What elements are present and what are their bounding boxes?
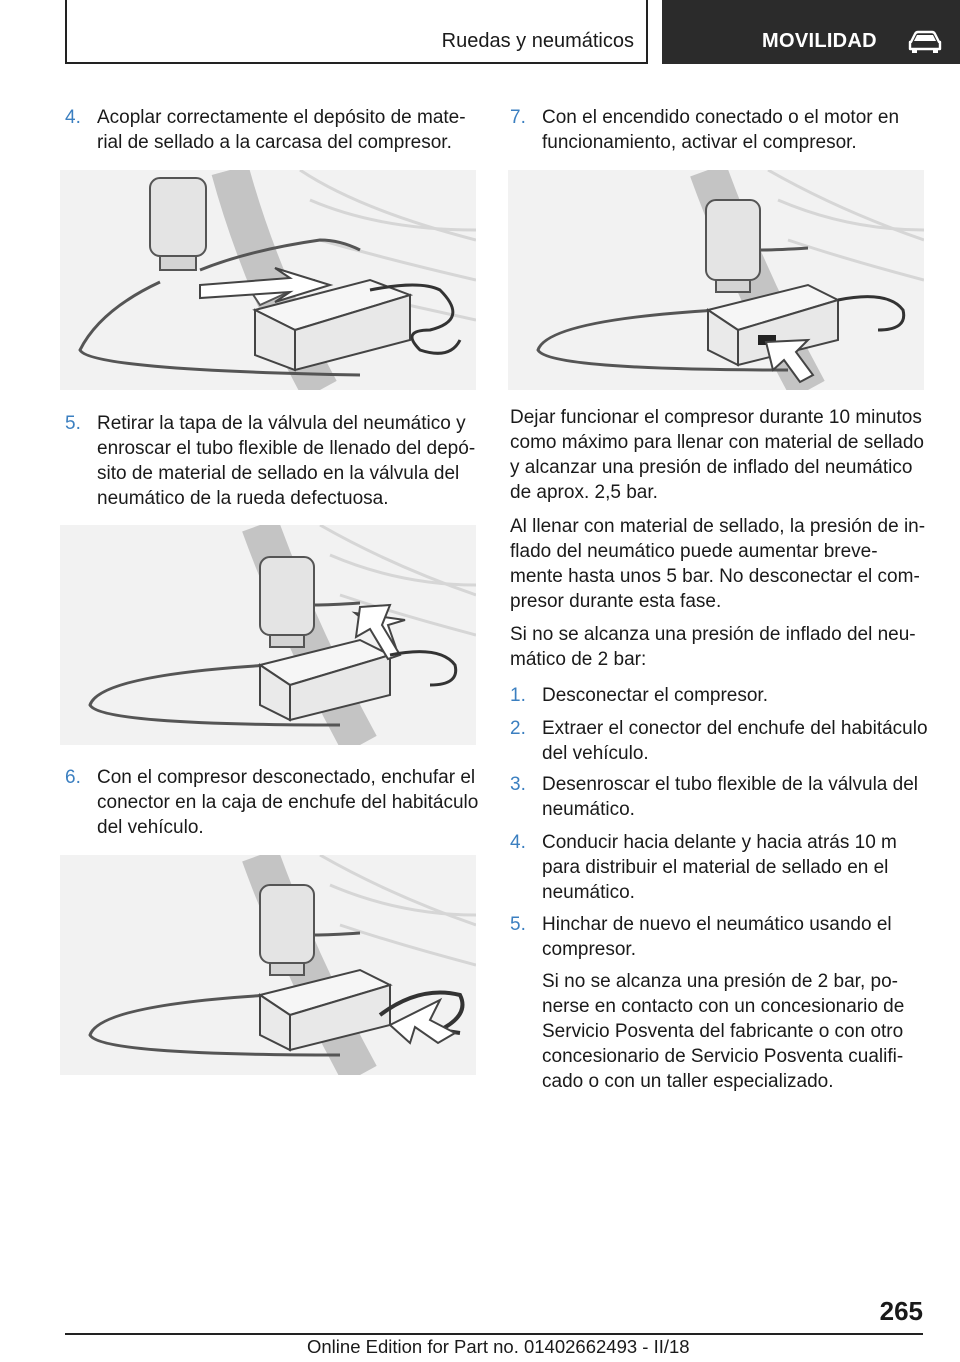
paragraph-line: presor durante esta fase. — [510, 591, 722, 612]
car-icon — [907, 28, 943, 54]
paragraph-line: mente hasta unos 5 bar. No desconectar el com‐ — [510, 566, 920, 587]
step-text-line: del vehículo. — [97, 817, 204, 838]
step-text-line: Desenroscar el tubo flexible de la válvula del — [542, 774, 918, 795]
step-text-line: sito de material de sellado en la válvula del — [97, 463, 460, 484]
step-text-line: neumático. — [542, 799, 635, 820]
step-text-line: conector en la caja de enchufe del habitáculo — [97, 792, 479, 813]
paragraph-line: y alcanzar una presión de inflado del neumático — [510, 457, 913, 478]
step-text-line: enroscar el tubo flexible de llenado del depó‐ — [97, 438, 476, 459]
step-6 — [65, 765, 485, 841]
figure-plug-connector — [60, 855, 476, 1075]
step-text-line: Retirar la tapa de la válvula del neumático y — [97, 413, 466, 434]
paragraph-run-duration — [510, 405, 930, 505]
paragraph-line: Al llenar con material de sellado, la presión de in‐ — [510, 516, 926, 537]
substep-4 — [510, 830, 930, 906]
step-number: 3. — [510, 774, 526, 795]
paragraph-line: concesionario de Servicio Posventa cualifi‐ — [542, 1046, 904, 1067]
step-text-line: Hinchar de nuevo el neumático usando el — [542, 914, 892, 935]
step-text-line: del vehículo. — [542, 743, 649, 764]
step-text-line: Conducir hacia delante y hacia atrás 10 m — [542, 832, 897, 853]
section-title: Ruedas y neumáticos — [441, 30, 634, 52]
paragraph-line: Si no se alcanza una presión de inflado del neu‐ — [510, 624, 916, 645]
step-4 — [65, 105, 485, 157]
paragraph-line: cado o con un taller especializado. — [542, 1071, 834, 1092]
paragraph-pressure-increase — [510, 514, 930, 614]
substep-1 — [510, 683, 930, 709]
step-text-line: funcionamiento, activar el compresor. — [542, 132, 857, 153]
step-text-line: neumático. — [542, 882, 635, 903]
paragraph-line: como máximo para llenar con material de sellado — [510, 432, 924, 453]
figure-screw-hose-valve — [60, 525, 476, 745]
footer-divider — [65, 1333, 923, 1335]
step-text-line: Con el encendido conectado o el motor en — [542, 107, 900, 128]
substep-3 — [510, 772, 930, 824]
paragraph-if-not-reached — [510, 622, 930, 672]
step-number: 4. — [510, 832, 526, 853]
header-section-box — [65, 0, 648, 64]
step-text-line: neumático de la rueda defectuosa. — [97, 488, 389, 509]
substep-5 — [510, 912, 930, 964]
step-text-line: Extraer el conector del enchufe del habitáculo — [542, 718, 928, 739]
step-number: 1. — [510, 685, 526, 706]
chapter-title: MOVILIDAD — [762, 30, 877, 52]
step-number: 4. — [65, 107, 81, 128]
paragraph-line: Dejar funcionar el compresor durante 10 minutos — [510, 407, 922, 428]
step-number: 2. — [510, 718, 526, 739]
step-number: 5. — [510, 914, 526, 935]
step-number: 7. — [510, 107, 526, 128]
paragraph-line: Servicio Posventa del fabricante o con otro — [542, 1021, 904, 1042]
step-text-line: compresor. — [542, 939, 636, 960]
step-text-line: Con el compresor desconectado, enchufar el — [97, 767, 476, 788]
step-7 — [510, 105, 930, 157]
step-text-line: Acoplar correctamente el depósito de mate‐ — [97, 107, 466, 128]
step-text-line: Desconectar el compresor. — [542, 685, 768, 706]
step-number: 5. — [65, 413, 81, 434]
step-text-line: para distribuir el material de sellado en el — [542, 857, 889, 878]
step-5 — [65, 411, 485, 511]
note-contact-service — [542, 969, 932, 1094]
paragraph-line: Si no se alcanza una presión de 2 bar, po‐ — [542, 971, 898, 992]
edition-note: Online Edition for Part no. 01402662493 - II/18 — [307, 1336, 690, 1357]
paragraph-line: mático de 2 bar: — [510, 649, 647, 670]
step-text-line: rial de sellado a la carcasa del compresor. — [97, 132, 452, 153]
paragraph-line: flado del neumático puede aumentar breve‐ — [510, 541, 878, 562]
paragraph-line: nerse en contacto con un concesionario de — [542, 996, 905, 1017]
substep-2 — [510, 716, 930, 768]
paragraph-line: de aprox. 2,5 bar. — [510, 482, 658, 503]
figure-activate-compressor — [508, 170, 924, 390]
header-chapter-box — [662, 0, 960, 64]
step-number: 6. — [65, 767, 81, 788]
figure-attach-sealant-bottle — [60, 170, 476, 390]
page-number: 265 — [879, 1296, 923, 1326]
